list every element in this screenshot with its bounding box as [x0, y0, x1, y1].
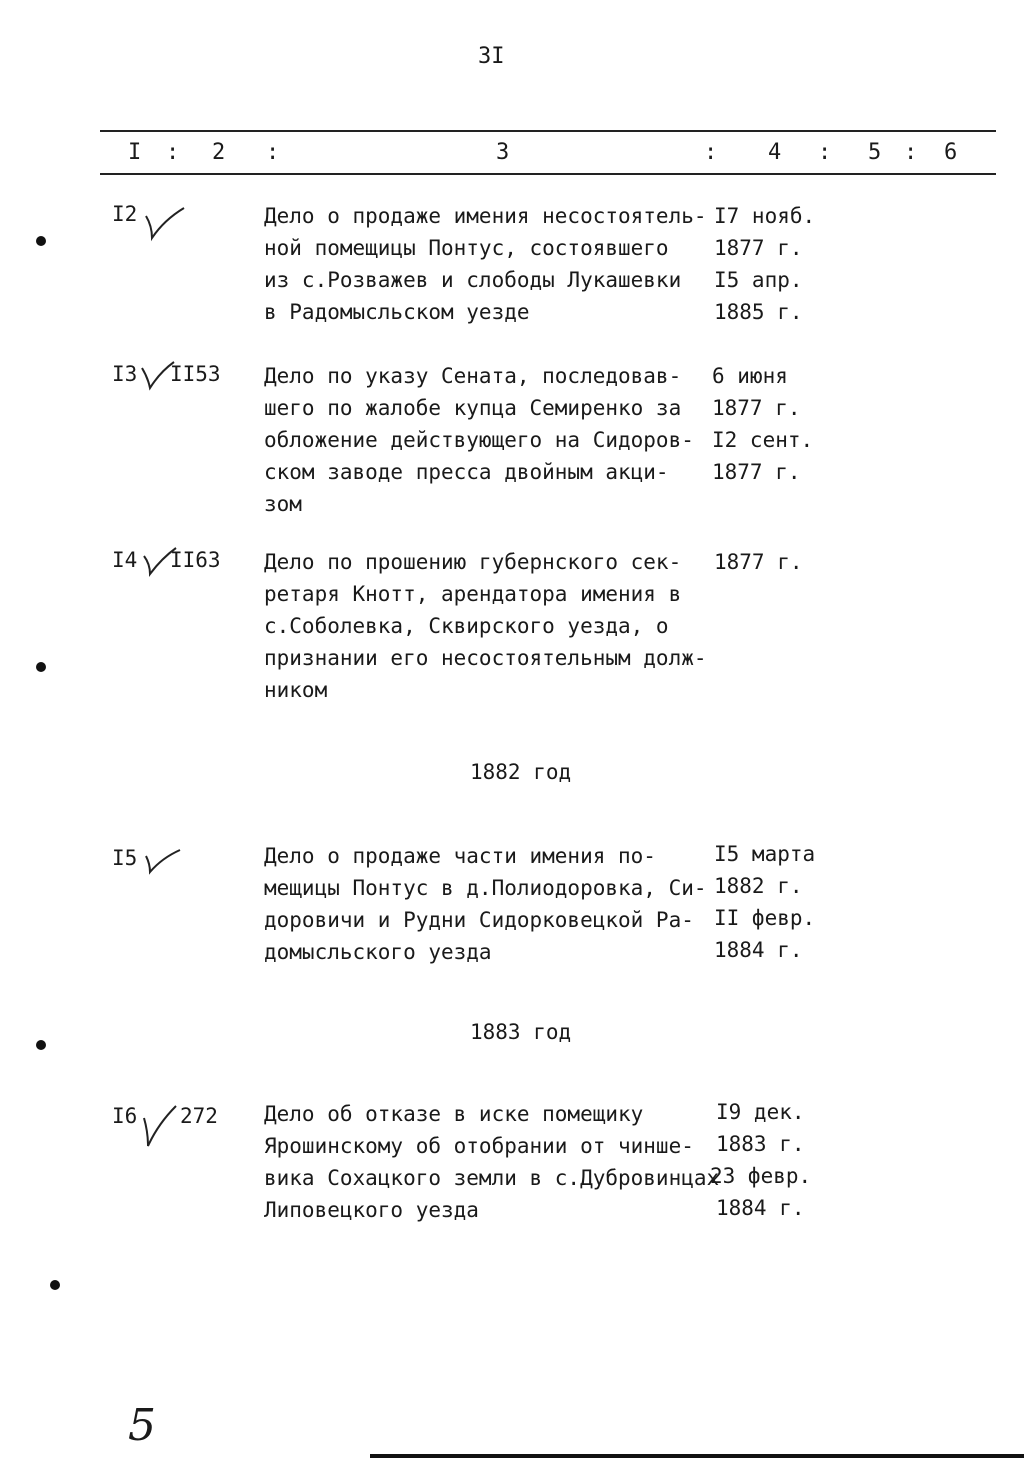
column-separator: :: [266, 140, 280, 165]
column-separator: :: [818, 140, 832, 165]
date-line: I5 марта: [714, 842, 816, 866]
date-line: 1877 г.: [714, 550, 803, 574]
archive-number: II63: [170, 548, 221, 572]
description-line: признании его несостоятельным долж-: [264, 646, 707, 670]
description-line: из с.Розважев и слободы Лукашевки: [264, 268, 682, 292]
column-header-2: 2: [212, 140, 226, 165]
handwritten-sheet-number: 5: [128, 1400, 156, 1451]
column-separator: :: [166, 140, 180, 165]
table-top-rule: [100, 130, 996, 132]
description-line: ником: [264, 678, 328, 702]
date-line: I2 сент.: [712, 428, 814, 452]
description-line: ной помещицы Понтус, состоявшего: [264, 236, 669, 260]
description-line: Дело об отказе в иске помещику: [264, 1102, 644, 1126]
description-line: Ярошинскому об отобрании от чинше-: [264, 1134, 694, 1158]
entry-number: I4: [112, 548, 138, 572]
date-line: I5 апр.: [714, 268, 803, 292]
description-line: с.Соболевка, Сквирского уезда, о: [264, 614, 669, 638]
scan-edge-line: [370, 1454, 1024, 1458]
entry-description: [264, 360, 694, 520]
punch-hole: [36, 1040, 46, 1050]
entry-description: [264, 546, 707, 706]
description-line: Дело по указу Сената, последовав-: [264, 364, 682, 388]
column-header-3: 3: [496, 140, 510, 165]
description-line: шего по жалобе купца Семиренко за: [264, 396, 682, 420]
column-header-4: 4: [768, 140, 782, 165]
punch-hole: [50, 1280, 60, 1290]
column-separator: :: [904, 140, 918, 165]
date-line: 1883 г.: [716, 1132, 805, 1156]
date-line: I7 нояб.: [714, 204, 816, 228]
entry-dates: [710, 1096, 812, 1224]
column-separator: :: [704, 140, 718, 165]
entry-number: I5: [112, 846, 138, 870]
date-line: 1885 г.: [714, 300, 803, 324]
date-line: 1882 г.: [714, 874, 803, 898]
entry-dates: [714, 838, 815, 966]
description-line: Дело о продаже имения несостоятель-: [264, 204, 707, 228]
date-line: 1877 г.: [714, 236, 803, 260]
checkmark-icon: [140, 1104, 182, 1150]
page-number: 3I: [478, 44, 505, 69]
date-line: 23 февр.: [710, 1164, 812, 1188]
description-line: ском заводе пресса двойным акци-: [264, 460, 669, 484]
archive-number: II53: [170, 362, 221, 386]
description-line: вика Сохацкого земли в с.Дубровинцах: [264, 1166, 720, 1190]
description-line: обложение действующего на Сидоров-: [264, 428, 694, 452]
description-line: ретаря Кнотт, арендатора имения в: [264, 582, 682, 606]
date-line: 1884 г.: [716, 1196, 805, 1220]
checkmark-icon: [142, 848, 182, 876]
date-line: 1877 г.: [712, 396, 801, 420]
year-heading: 1882 год: [470, 760, 572, 784]
punch-hole: [36, 236, 46, 246]
column-header-5: 5: [868, 140, 882, 165]
entry-description: [264, 200, 707, 328]
column-header-6: 6: [944, 140, 958, 165]
description-line: доровичи и Рудни Сидорковецкой Ра-: [264, 908, 694, 932]
archive-number: 272: [180, 1104, 218, 1128]
entry-number: I6: [112, 1104, 138, 1128]
table-header-rule: [100, 173, 996, 175]
description-line: зом: [264, 492, 302, 516]
description-line: Дело по прошению губернского сек-: [264, 550, 682, 574]
entry-dates: [714, 200, 815, 328]
entry-number: I3: [112, 362, 138, 386]
entry-dates: [714, 546, 803, 578]
entry-description: [264, 1098, 719, 1226]
entry-dates: [712, 360, 813, 488]
description-line: мещицы Понтус в д.Полиодоровка, Си-: [264, 876, 707, 900]
description-line: Дело о продаже части имения по-: [264, 844, 656, 868]
date-line: 1877 г.: [712, 460, 801, 484]
entry-description: [264, 840, 707, 968]
punch-hole: [36, 662, 46, 672]
date-line: I9 дек.: [716, 1100, 805, 1124]
description-line: в Радомысльском уезде: [264, 300, 530, 324]
entry-number: I2: [112, 202, 138, 226]
date-line: 6 июня: [712, 364, 788, 388]
date-line: II февр.: [714, 906, 816, 930]
description-line: домысльского уезда: [264, 940, 492, 964]
date-line: 1884 г.: [714, 938, 803, 962]
description-line: Липовецкого уезда: [264, 1198, 479, 1222]
column-header-1: I: [128, 140, 142, 165]
checkmark-icon: [142, 206, 186, 242]
year-heading: 1883 год: [470, 1020, 572, 1044]
